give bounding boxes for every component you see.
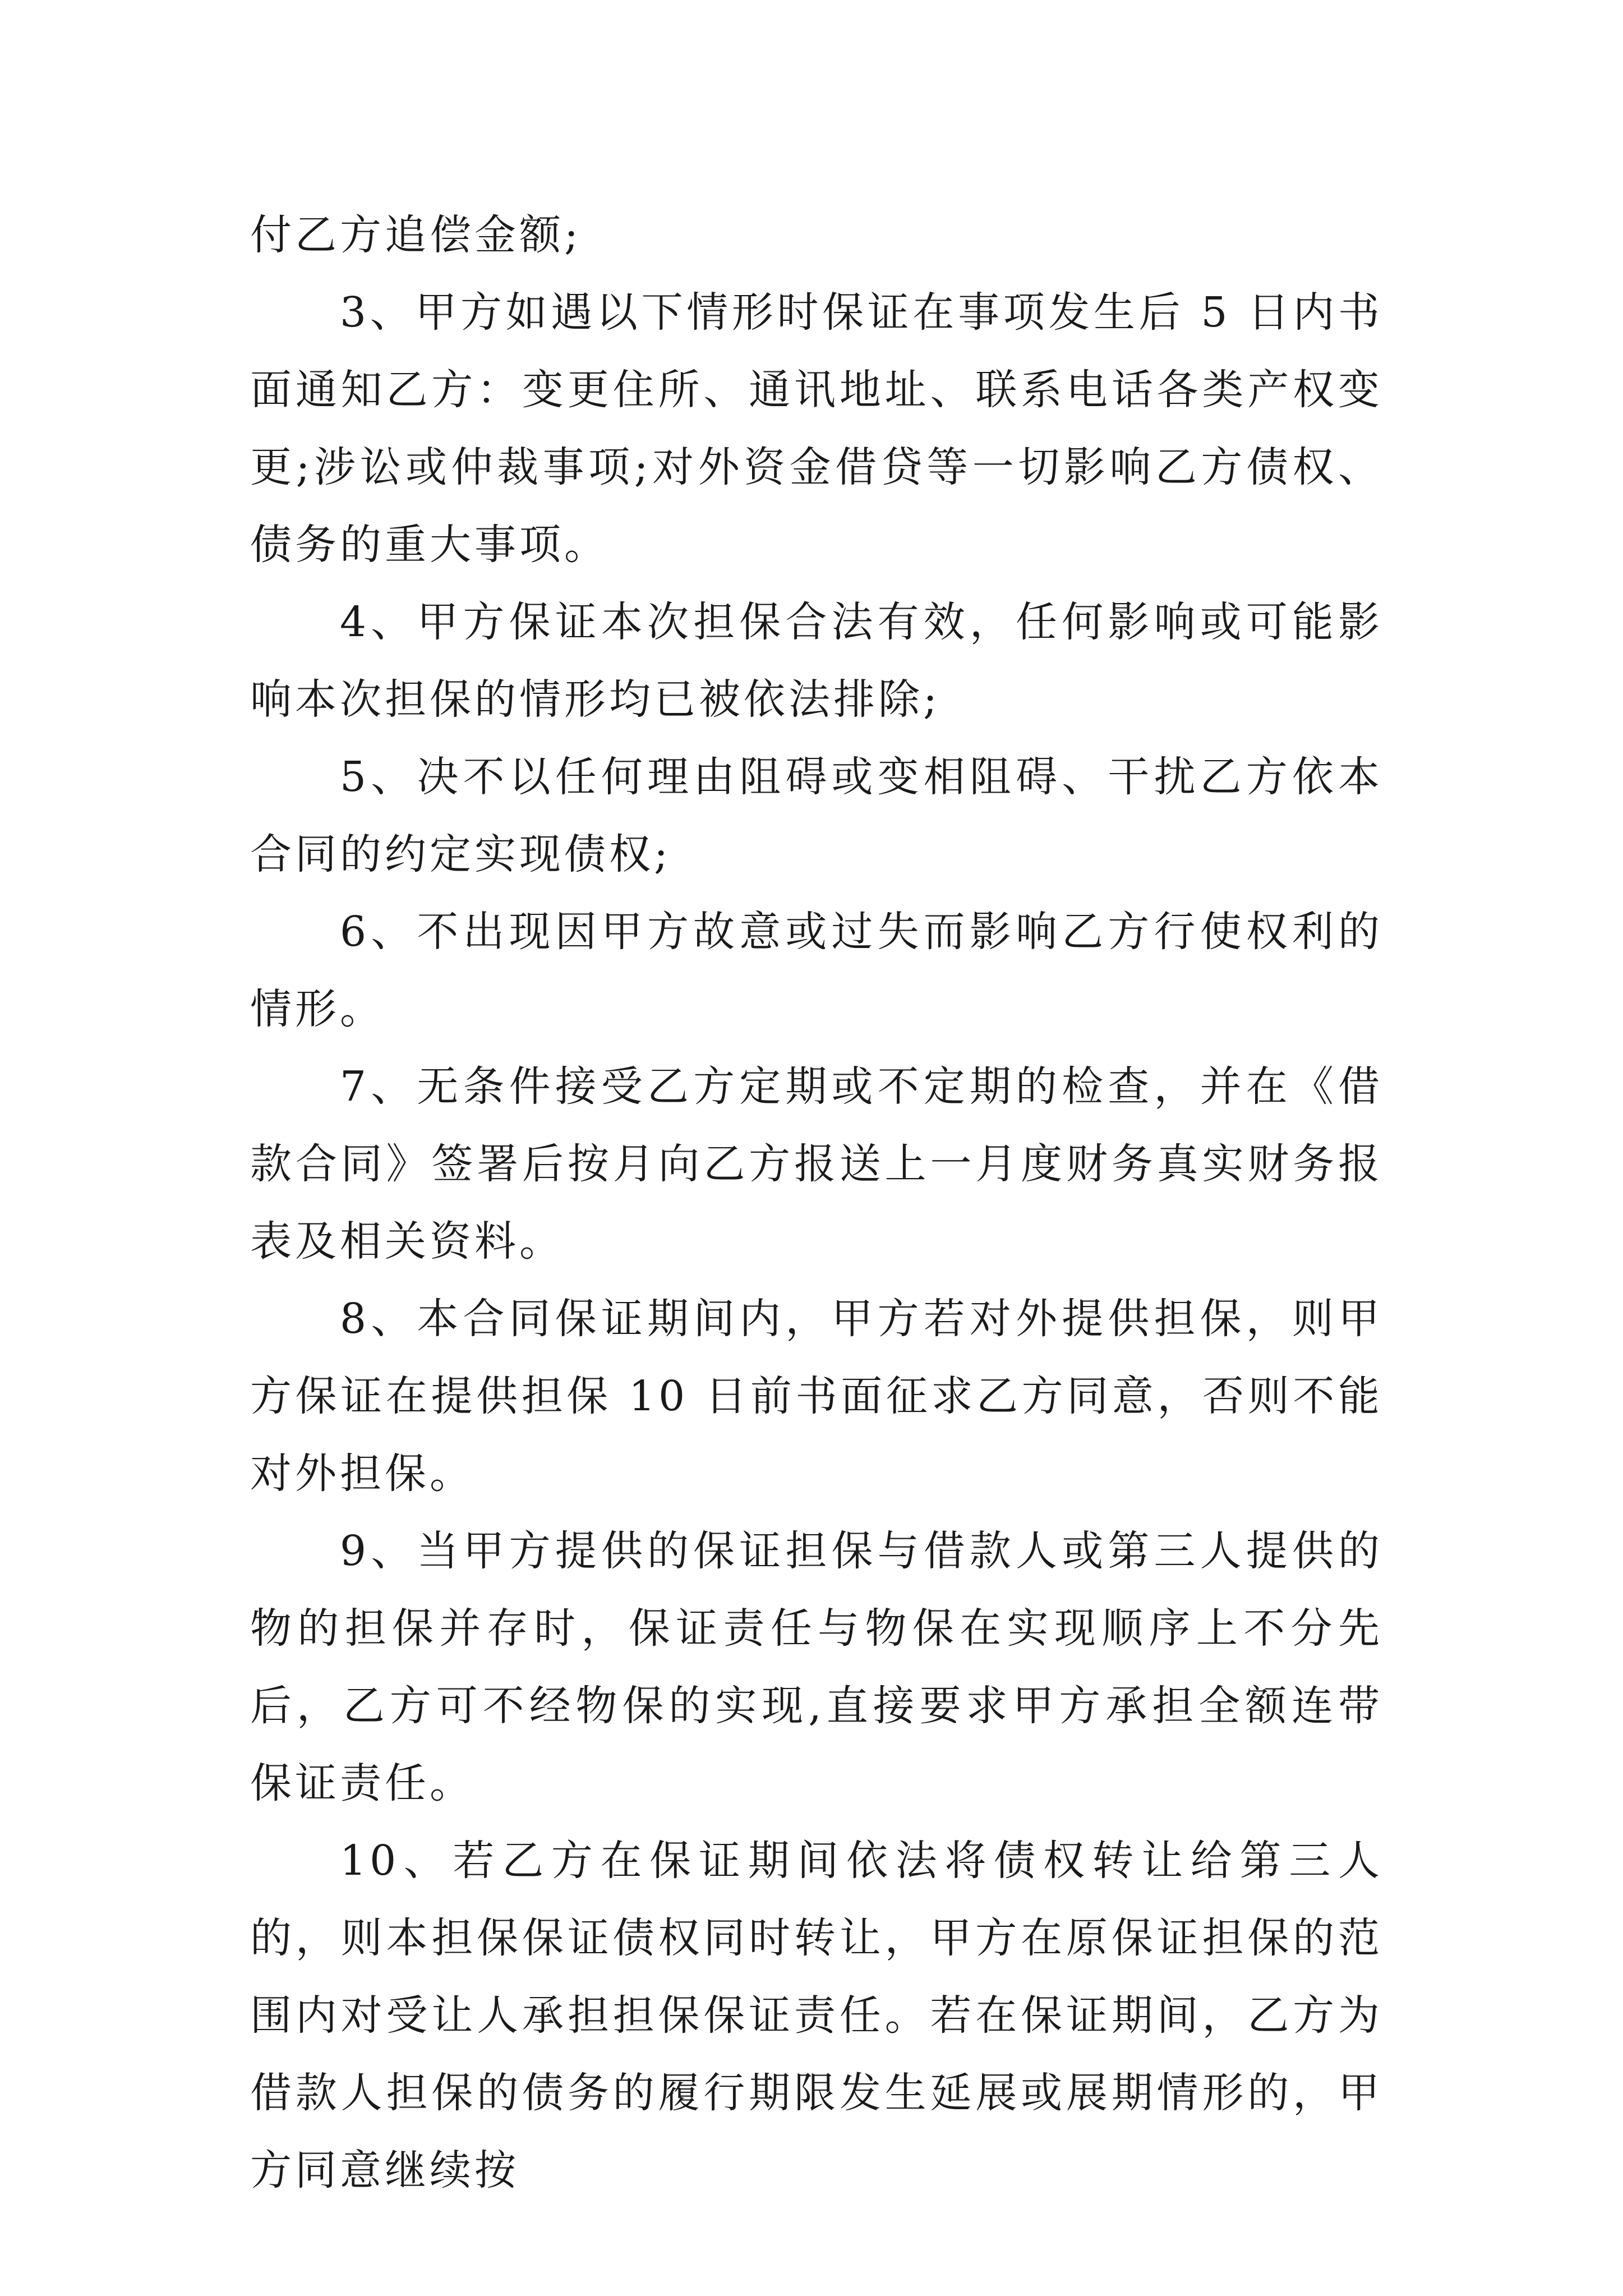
clause-3: 3、甲方如遇以下情形时保证在事项发生后 5 日内书面通知乙方：变更住所、通讯地址、联系电话各类产权变更;涉讼或仲裁事项;对外资金借贷等一切影响乙方债权、债务的重大事项。 [250, 288, 1383, 569]
clause-10: 10、若乙方在保证期间依法将债权转让给第三人的，则本担保保证债权同时转让，甲方在原保证担保的范围内对受让人承担担保保证责任。若在保证期间，乙方为借款人担保的债务的履行期限发生延展或展期情形的，甲方同意继续按 [250, 1837, 1383, 2194]
clause-7: 7、无条件接受乙方定期或不定期的检查，并在《借款合同》签署后按月向乙方报送上一月度财务真实财务报表及相关资料。 [250, 1062, 1383, 1266]
clause-9: 9、当甲方提供的保证担保与借款人或第三人提供的物的担保并存时，保证责任与物保在实现顺序上不分先后，乙方可不经物保的实现,直接要求甲方承担全额连带保证责任。 [250, 1527, 1383, 1807]
document-body [250, 196, 1383, 2209]
clause-6: 6、不出现因甲方故意或过失而影响乙方行使权利的情形。 [250, 908, 1383, 1033]
paragraph-continuation: 付乙方追偿金额; [250, 211, 582, 259]
clause-8: 8、本合同保证期间内，甲方若对外提供担保，则甲方保证在提供担保 10 日前书面征求乙方同意，否则不能对外担保。 [250, 1295, 1383, 1498]
clause-5: 5、决不以任何理由阻碍或变相阻碍、干扰乙方依本合同的约定实现债权; [250, 753, 1383, 878]
clause-4: 4、甲方保证本次担保合法有效，任何影响或可能影响本次担保的情形均已被依法排除; [250, 598, 1383, 724]
